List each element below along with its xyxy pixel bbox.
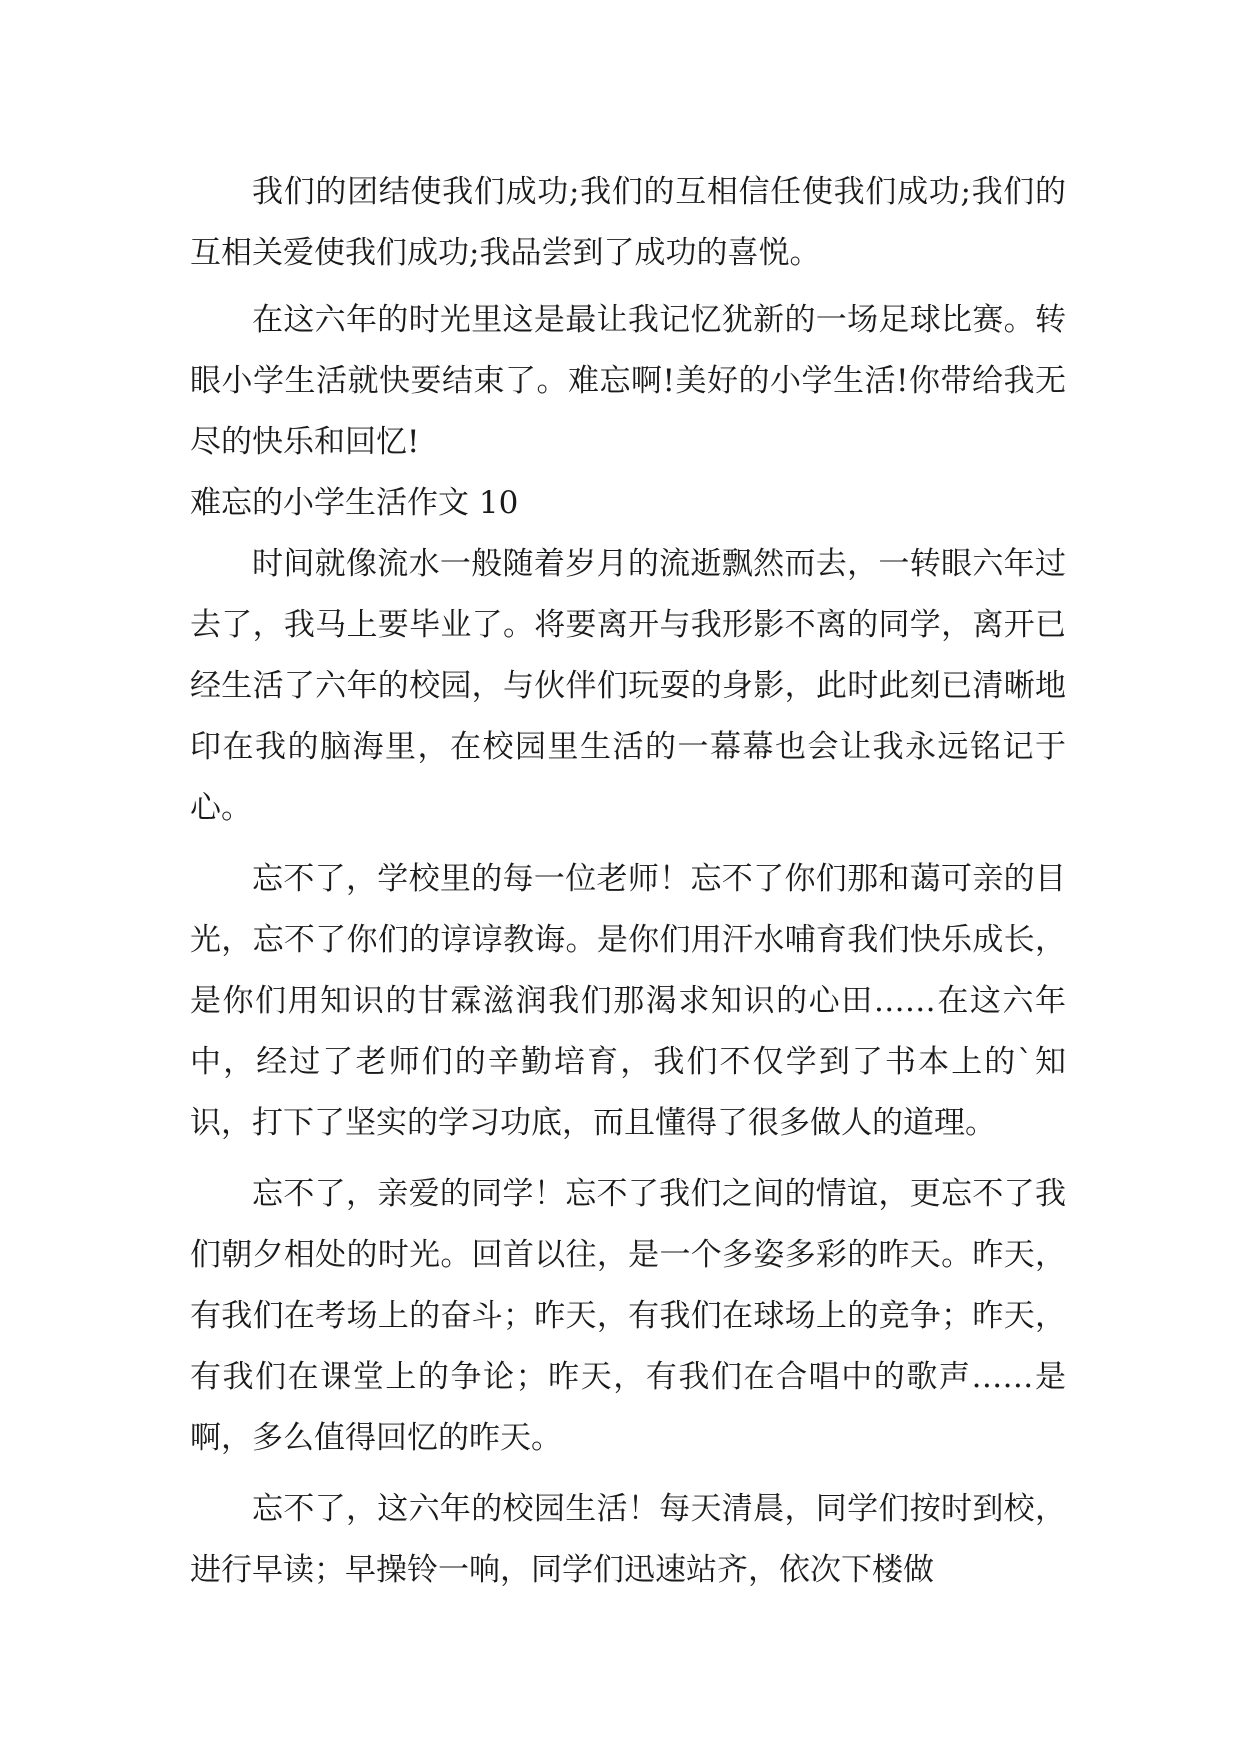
paragraph: 忘不了，这六年的校园生活！每天清晨，同学们按时到校，进行早读；早操铃一响，同学们迅速站齐，依次下楼做: [190, 1491, 1066, 1588]
paragraph: 在这六年的时光里这是最让我记忆犹新的一场足球比赛。转眼小学生活就快要结束了。难忘啊!美好的小学生活!你带给我无尽的快乐和回忆!: [190, 302, 1066, 460]
paragraph: 我们的团结使我们成功;我们的互相信任使我们成功;我们的互相关爱使我们成功;我品尝到了成功的喜悦。: [190, 174, 1066, 271]
document-body: [190, 162, 1066, 1601]
section-title: 难忘的小学生活作文 10: [190, 485, 519, 521]
paragraph: 时间就像流水一般随着岁月的流逝飘然而去，一转眼六年过去了，我马上要毕业了。将要离开与我形影不离的同学，离开已经生活了六年的校园，与伙伴们玩耍的身影，此时此刻已清晰地印在我的脑海里，在校园里生活的一幕幕也会让我永远铭记于心。: [190, 546, 1066, 826]
paragraph: 忘不了，学校里的每一位老师！忘不了你们那和蔼可亲的目光，忘不了你们的谆谆教诲。是你们用汗水哺育我们快乐成长，是你们用知识的甘霖滋润我们那渴求知识的心田……在这六年中，经过了老师们的辛勤培育，我们不仅学到了书本上的`知识，打下了坚实的学习功底，而且懂得了很多做人的道理。: [190, 861, 1066, 1141]
paragraph: 忘不了，亲爱的同学！忘不了我们之间的情谊，更忘不了我们朝夕相处的时光。回首以往，是一个多姿多彩的昨天。昨天，有我们在考场上的奋斗；昨天，有我们在球场上的竞争；昨天，有我们在课堂上的争论；昨天，有我们在合唱中的歌声……是啊，多么值得回忆的昨天。: [190, 1176, 1066, 1456]
